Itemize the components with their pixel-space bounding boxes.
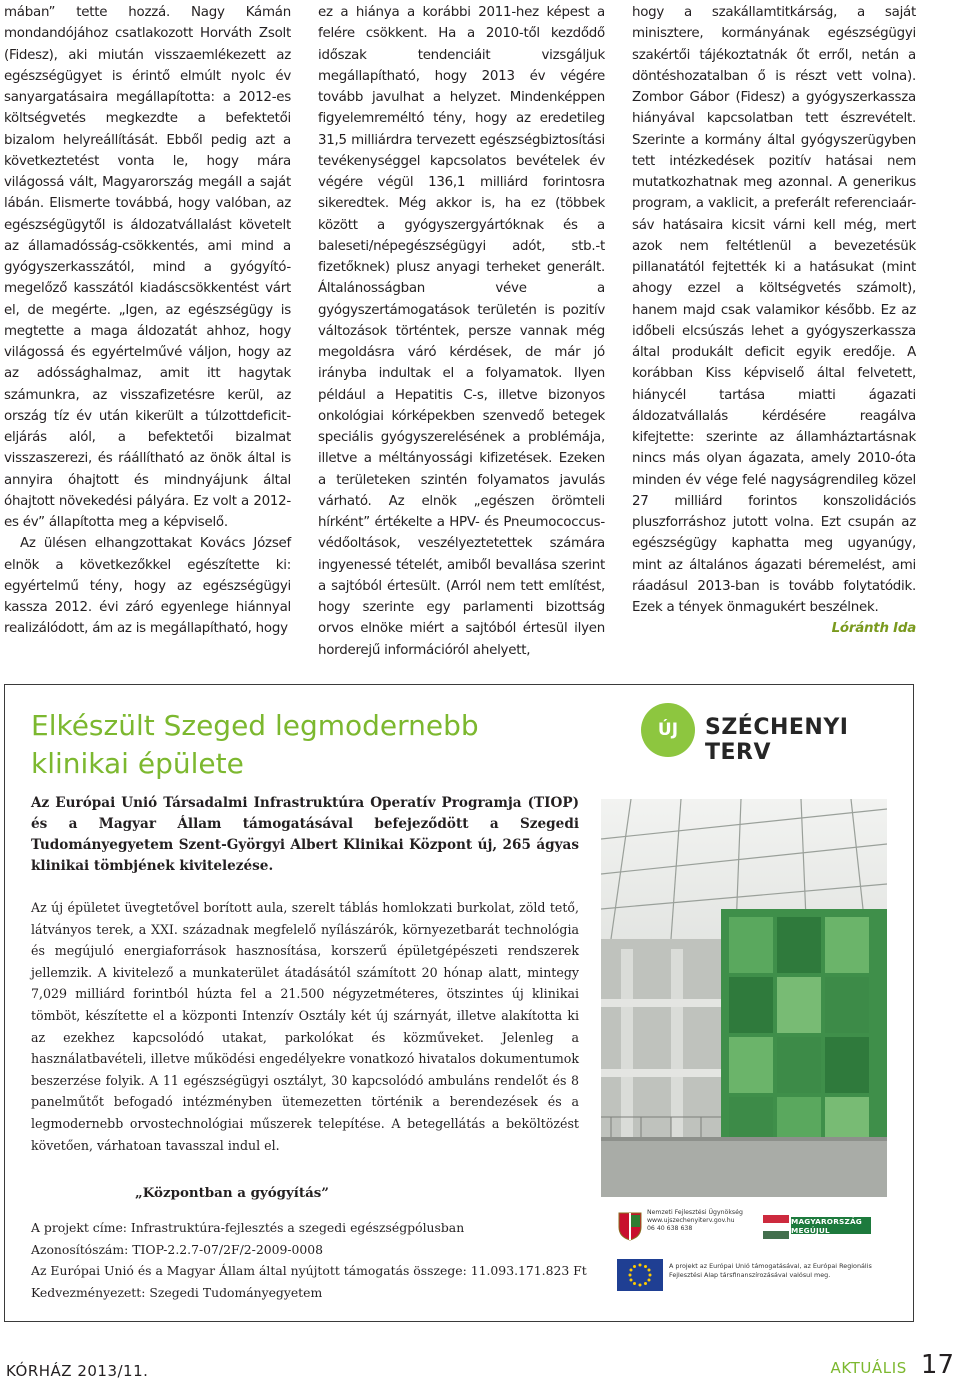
page-number: 17 <box>920 1350 954 1380</box>
project-id-line: Azonosítószám: TIOP-2.2.7-07/2F/2-2009-0008 <box>31 1241 324 1257</box>
ad-lead: Az Európai Unió Társadalmi Infrastruktúra Operatív Programja (TIOP) és a Magyar Állam támogatásával befejeződött a Szegedi Tudományegyetem Szent-Györgyi Albert Klinikai Központ új, 265 ágyas klinikai tömbjének kivitelezése. <box>31 795 579 874</box>
section-name: AKTUÁLIS <box>830 1359 907 1377</box>
ad-quote: „Központban a gyógyítás” <box>135 1185 329 1201</box>
article-paragraph: Az ülésen elhangzottakat Kovács József elnök a következőkkel egészítette ki: egyértelmű tény, hogy az egészségügyi kassza 2012. évi záró egyenlege hiánnyal realizálódott, ám az is megállapítható, hogy <box>4 536 291 637</box>
ad-body: Az új épületet üvegtetővel borított aula, szerelt táblás homlokzati burkolat, zöld tető, látványos terek, a XXI. századnak megfelelő nyílászárók, környezetbarát technológia és megújuló energiaforrások hasznosítása, korszerű épületgépészeti rendszerek jellemzik. A kivitelező a munkaterület átadásától számított 20 hónap alatt, mintegy 7,029 milliárd forintból húzta fel a 21.500 négyzetméteres, ötszintes új klinikai tömböt, készítette el a központi Intenzív Osztály két új szárnyát, illetve alakította ki az ezekhez kapcsolódó utakat, parkolókat és közműveket. Jelenleg a használatbavételi, illetve működési engedélyekre vonatkozó hivatalos dokumentumok beszerzése folyik. A 11 egészségügyi osztályt, 30 kapcsolódó ambuláns rendelőt és 8 panelműtőt befogadó intézményben ütemezetten történik a berendezések és a legmodernebb orvostechnológiai műszerek telepítése. A betegellátás a beköltözést követően, várhatoan tavasszal indul el. <box>31 900 579 1153</box>
magazine-issue: KÓRHÁZ 2013/11. <box>6 1362 149 1380</box>
nfu-name: Nemzeti Fejlesztési Ügynökség <box>647 1209 743 1216</box>
article-paragraph: ez a hiánya a korábbi 2011-hez képest a felére csökkent. Ha a 2010-től kezdődő időszak tendenciáit vizsgáljuk megállapítható, hogy 2013 év végére tovább javulhat a helyzet. Mindenképpen figyelemreméltó tény, hogy az eredetileg 31,5 milliárdra tervezett egészségbiztosítási tevékenységgel kapcsolatos bevételek év végére végül 136,1 milliárd forintosra sikeredtek. Még akkor is, ha ez (többek között a gyógyszergyártóknak és a baleseti/népegészségügyi adót, stb.-t fizetőknek) plusz anyagi terheket generált. Általánosságban véve a gyógyszertámogatások területén is pozitív változások történtek, persze vannak még megoldásra váró kérdések, de már jó irányba indultak el a folyamatok. Ilyen például a Hepatitis C-s, illetve bizonyos onkológiai kórképekben szenvedő betegek speciális gyógyszerelésének a problémája, illetve a méltányossági kifizetések. Ezeken a területeken szintén folyamatos javulás várható. Az elnök „egészen örömteli hírként” értékelte a HPV- és Pneumococcus-védőoltások, veszélyeztetettek számára ingyenessé tételét, amiből bevallása szerint a sajtóból értesült. (Arról nem tett említést, hogy szerinte egy parlamenti bizottság orvos elnöke miért a sajtóból értesül ilyen horderejű információról ahelyett, <box>318 5 605 658</box>
sponsor-panel <box>617 1207 873 1303</box>
logo-uj-text: ÚJ <box>657 720 679 740</box>
building-photo <box>601 799 887 1197</box>
article-paragraph: hogy a szakállamtitkárság, a saját minisztere, kormányának egészségügyi szakértői tájékoztatnák őt erről, netán a döntéshozatalban ő is részt vett volna). Zombor Gábor (Fidesz) a gyógyszerkassza hiányával kapcsolatban tett észrevételt. Szerinte a kormány által gyógyszerügyben tett intézkedések pozitív hatásai nem mutatkozhatnak meg azonnal. A generikus program, a vaklicit, a preferált referenciaár-sáv hatásaira kicsit várni kell még, mert azok nem feltétlenül a bevezetésük pillanatától fejtették ki a hatásukat (mint ahogy ezzel a költségvetés számolt), hanem majd csak valamikor később. Ez az időbeli elcsúszás lehet a gyógyszerkassza által produkált deficit egyik eredője. A korábban Kiss képviselő által felvetett, hiánycél tartása miatti ágazati áldozatvállalás kérdésére reagálva kifejtette: szerinte az államháztartásnak nincs más olyan ágazata, amely 2010-óta minden év vége felé nagyságrendileg közel 27 milliárd forintos konszolidációs pluszforráshoz jutott volna. Ezt csupán az egészségügy kaphatta meg ugyanúgy, mint az általános ágazati béremelést, ami ráadásul 2013-ban is tovább folytatódik. Ezek a tények önmagukért beszélnek. <box>632 5 916 615</box>
ad-project-meta <box>31 1217 621 1303</box>
ad-title: Elkészült Szeged legmodernebb klinikai épülete <box>31 709 479 780</box>
eu-flag-icon <box>617 1259 663 1291</box>
logo-name: SZÉCHENYI TERV <box>705 715 849 765</box>
szechenyi-terv-logo <box>641 703 905 765</box>
coat-of-arms-icon <box>617 1211 643 1241</box>
magyarorszag-megujul-badge: MAGYARORSZÁG MEGÚJUL <box>791 1217 871 1234</box>
article-column-3 <box>632 2 916 640</box>
nfu-info <box>647 1209 743 1234</box>
article-paragraph: mában” tette hozzá. Nagy Kámán mondandójához csatlakozott Horváth Zsolt (Fidesz), aki miután visszaemlékezett az egészségügyet is érintő elmúlt nyolc év sanyargatásaira megállapította: a 2012-es költségvetés megkezdte a befektetői bizalom helyreállítását. Ebből pedig azt a következtetést vonta le, hogy mára világossá vált, Magyarország megáll a saját lábán. Elismerte továbbá, hogy valóban, az egészségügytől is áldozatvállalást követelt az államadósság-csökkentés, ami mind a gyógyszerkasszától, mind a gyógyító-megelőző kasszától kiadáscsökkentést várt el, de megérte. „Igen, az egészségügy is megtette a maga áldozatát ahhoz, hogy világossá és egyértelművé váljon, hogy az az adóssághalmaz, amit itt hagytak számunkra, az visszafizetésre kerül, az ország tíz év után kikerült a túlzottdeficit-eljárás alól, a befektetői bizalmat visszaszerezi, és ráállítható az önök által is annyira óhajtott és mindnyájunk által óhajtott növekedési pályára. Ez volt a 2012-es év” állapította meg a képviselő. <box>4 5 291 530</box>
article-author: Lóránth Ida <box>831 621 916 637</box>
project-title-line: A projekt címe: Infrastruktúra-fejlesztés a szegedi egészségpólusban <box>31 1220 465 1235</box>
project-beneficiary-line: Kedvezményezett: Szegedi Tudományegyetem <box>31 1284 323 1300</box>
advertisement-box <box>4 684 914 1322</box>
nfu-phone: 06 40 638 638 <box>647 1225 693 1233</box>
project-funding-line: Az Európai Unió és a Magyar Állam által nyújtott támogatás összege: 11.093.171.823 Ft <box>31 1263 587 1279</box>
nfu-website: www.ujszechenyiterv.gov.hu <box>647 1217 735 1225</box>
logo-circle-icon <box>641 703 695 757</box>
footer-right <box>830 1350 954 1380</box>
article-column-1 <box>4 2 291 640</box>
hungarian-flag-icon <box>763 1215 789 1239</box>
eu-funding-note: A projekt az Európai Unió támogatásával, az Európai Regionális Fejlesztési Alap társfinanszírozásával valósul meg. <box>669 1262 872 1279</box>
article-column-2 <box>318 2 605 661</box>
